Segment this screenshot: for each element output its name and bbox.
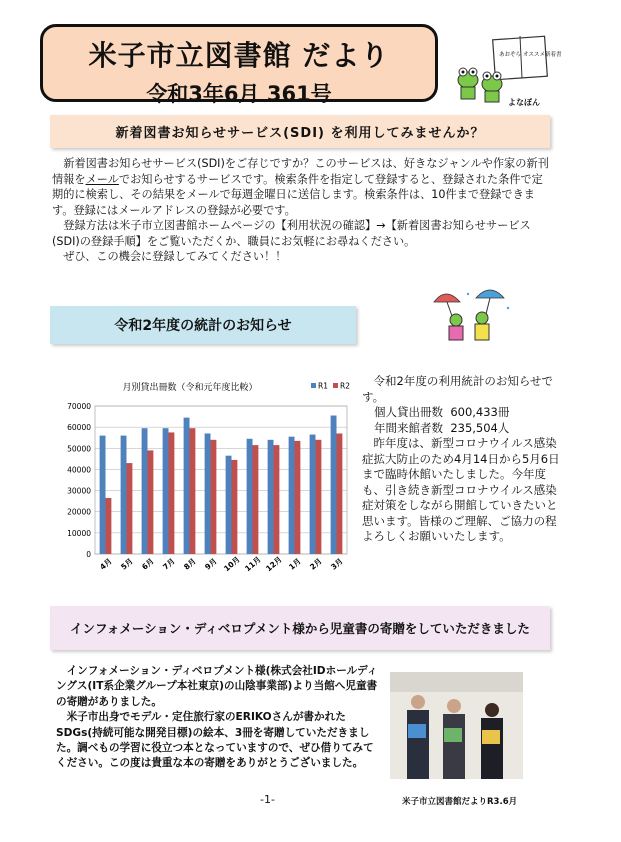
y-tick-label: 70000 (67, 402, 91, 411)
frog-mascot-illustration (452, 30, 562, 110)
frog-right-icon (482, 72, 502, 102)
y-tick-label: 10000 (67, 528, 91, 538)
bar-r1 (100, 436, 106, 554)
issue-number: 令和3年6月 361号 (146, 82, 332, 106)
y-tick-label: 30000 (67, 486, 91, 496)
chart-title: 月別貸出冊数（令和元年度比較） (122, 383, 258, 393)
mascot-book-right-text: オススメ新着書 (523, 52, 562, 58)
bar-r1 (142, 428, 148, 554)
stats-visitors-row (362, 421, 562, 437)
mascot-book-left-text: あおぞら (499, 52, 522, 58)
frog-left-icon (458, 68, 478, 99)
chart-legend (311, 382, 350, 391)
chart-bars (100, 416, 343, 554)
stats-description (362, 374, 562, 545)
x-tick-label: 10月 (222, 554, 242, 574)
bar-r1 (226, 456, 232, 554)
stats-section-heading: 令和2年度の統計のお知らせ (50, 306, 356, 344)
x-tick-label: 5月 (119, 556, 135, 572)
x-tick-label: 6月 (140, 556, 156, 572)
chart-y-axis (67, 402, 91, 559)
bar-r1 (289, 437, 295, 554)
bar-r2 (106, 498, 112, 554)
sdi-section-heading: 新着図書お知らせサービス(SDI) を利用してみませんか？ (50, 115, 550, 148)
legend-swatch (311, 383, 316, 388)
bar-r1 (268, 440, 274, 554)
plot-area (95, 406, 347, 554)
bar-r2 (316, 440, 322, 554)
x-tick-label: 12月 (264, 554, 284, 574)
sdi-paragraph-1 (52, 156, 552, 218)
chart-gridlines (95, 406, 347, 554)
stats-loans-label: 個人貸出冊数 (374, 405, 443, 419)
sdi-description (52, 156, 552, 265)
mascot-name: よなぼん (508, 98, 540, 107)
stats-visitors-label: 年間来館者数 (374, 420, 443, 435)
y-tick-label: 0 (86, 550, 91, 559)
bar-r2 (127, 463, 133, 554)
y-tick-label: 40000 (67, 465, 91, 475)
bar-r2 (274, 445, 280, 554)
bar-r1 (310, 435, 316, 554)
umbrella-frogs-illustration (432, 284, 514, 342)
bar-r2 (169, 432, 175, 554)
stats-loans-value: 600,433冊 (450, 405, 510, 419)
x-tick-label: 9月 (203, 556, 219, 572)
donation-description (56, 664, 380, 772)
y-tick-label: 50000 (67, 444, 91, 454)
sdi-paragraph-3: ぜひ、この機会に登録してみてください！！ (63, 250, 287, 263)
monthly-loans-chart (55, 378, 355, 588)
sdi-paragraph-1-text-b: でお知らせするサービスです。検索条件を指定して登録すると、登録された条件で定期的に検索し、その結果をメールで毎週金曜日に送信します。検索条件は、10件まで登録できます。登録にはメールアドレスの登録が必要です。 (52, 172, 543, 217)
sdi-email-underlined: メール (85, 172, 119, 186)
stats-intro: 令和2年度の利用統計のお知らせです。 (362, 374, 553, 404)
donation-paragraph-2: 米子市出身でモデル・定住旅行家のERIKOさんが書かれたSDGs(持続可能な開発目標)の絵本、3冊を寄贈していただきました。調べもの学習に役立つ本となっていますので、ぜひ借りてみてください。この度は貴重な本の寄贈をありがとうございました。 (56, 711, 374, 770)
bar-r1 (163, 428, 169, 554)
newsletter-title: 米子市立図書館 だより (88, 39, 390, 72)
bar-r1 (184, 418, 190, 554)
x-tick-label: 3月 (329, 556, 345, 572)
y-tick-label: 20000 (67, 507, 91, 517)
donation-ceremony-photo (390, 672, 523, 779)
stats-body: 昨年度は、新型コロナウイルス感染症拡大防止のため4月14日から5月6日まで臨時休館いたしました。今年度も、引き続き新型コロナウイルス感染症対策をしながら開館していきたいと思います。皆様のご理解、ご協力の程よろしくお願いいたします。 (362, 436, 560, 543)
stats-loans-row (362, 405, 562, 421)
bar-r2 (253, 445, 259, 554)
x-tick-label: 4月 (98, 556, 114, 572)
bar-r2 (211, 440, 217, 554)
stats-visitors-value: 235,504人 (450, 420, 510, 435)
x-tick-label: 8月 (182, 556, 198, 572)
bar-r1 (205, 433, 211, 554)
bar-r2 (190, 428, 196, 554)
legend-label: R2 (340, 381, 350, 391)
legend-swatch (333, 383, 338, 388)
legend-label: R1 (318, 381, 328, 391)
x-tick-label: 11月 (243, 554, 263, 574)
donation-paragraph-1: インフォメーション・ディベロプメント様(株式会社IDホールディングス(IT系企業グループ本社東京)の山陰事業部)より当館へ児童書の寄贈がありました。 (56, 665, 378, 708)
x-tick-label: 7月 (161, 556, 177, 572)
sdi-paragraph-1-text-a: 新着図書お知らせサービス(SDI)をご存じですか？このサービスは、好きなジャンルや作家の新刊情報を (52, 157, 549, 186)
newsletter-title-box (40, 24, 438, 106)
bar-r1 (121, 436, 127, 554)
chart-x-axis (98, 555, 345, 573)
sdi-paragraph-2: 登録方法は米子市立図書館ホームページの【利用状況の確認】→【新着図書お知らせサービス(SDI)の登録手順】をご覧いただくか、職員にお気軽にお尋ねください。 (52, 219, 531, 248)
bar-r1 (247, 439, 253, 554)
bar-r2 (148, 450, 154, 554)
publication-name: 米子市立図書館だよりR3.6月 (402, 797, 518, 807)
x-tick-label: 1月 (287, 556, 303, 572)
donation-section-heading: インフォメーション・ディベロプメント様から児童書の寄贈をしていただきました (50, 606, 550, 650)
bar-r2 (232, 460, 238, 554)
bar-r2 (337, 433, 343, 554)
bar-r1 (331, 416, 337, 554)
x-tick-label: 2月 (308, 556, 324, 572)
y-tick-label: 60000 (67, 423, 91, 433)
page-number: -1- (260, 793, 275, 806)
bar-r2 (295, 441, 301, 554)
